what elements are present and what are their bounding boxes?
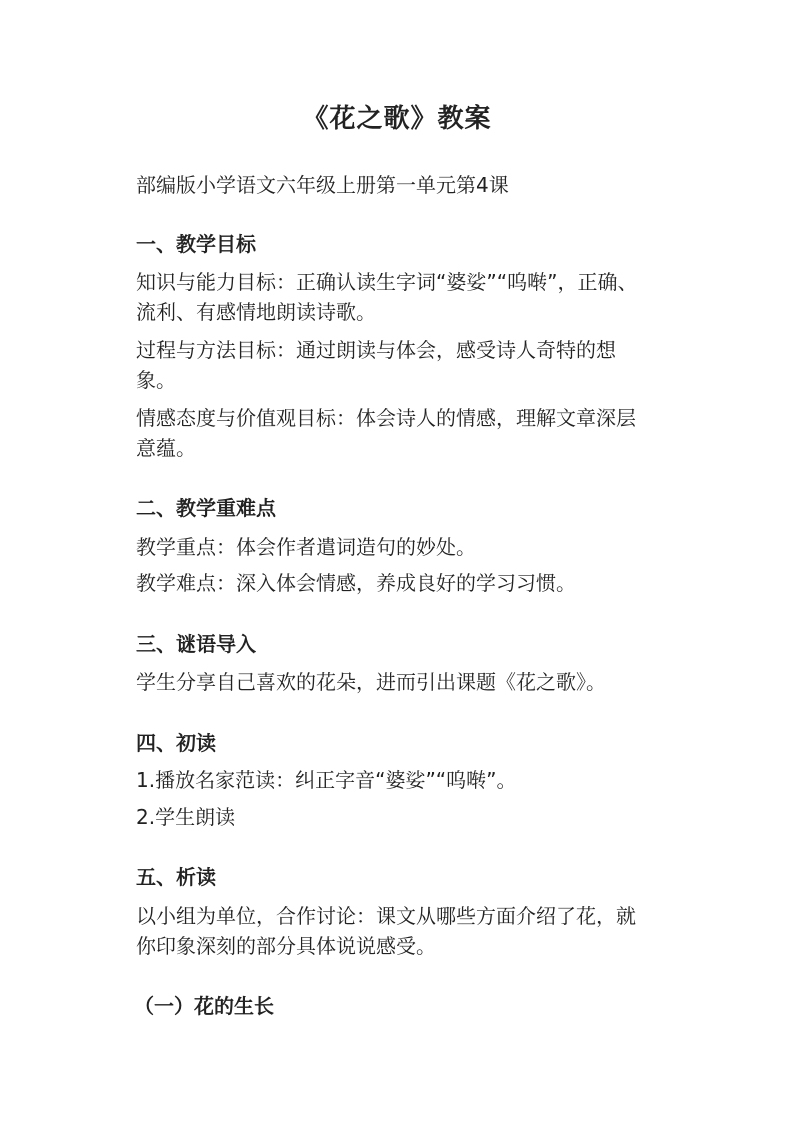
analysis-line: 以小组为单位，合作讨论：课文从哪些方面介绍了花，就	[136, 904, 636, 928]
objectives-line: 流利、有感情地朗读诗歌。	[136, 300, 376, 324]
document-title: 《花之歌》教案	[302, 104, 492, 134]
subsection-heading: （一）花的生长	[134, 994, 274, 1018]
key-points-line: 教学难点：深入体会情感，养成良好的学习习惯。	[136, 571, 576, 595]
section-heading-analysis: 五、析读	[136, 865, 216, 889]
riddle-intro-line: 学生分享自己喜欢的花朵，进而引出课题《花之歌》。	[136, 670, 606, 694]
section-heading-key-points: 二、教学重难点	[136, 496, 276, 520]
objectives-line: 过程与方法目标：通过朗读与体会，感受诗人奇特的想	[136, 338, 616, 362]
objectives-line: 知识与能力目标：正确认读生字词“婆娑”“呜啭”，正确、	[136, 270, 638, 294]
section-heading-objectives: 一、教学目标	[136, 232, 256, 256]
section-heading-first-reading: 四、初读	[136, 731, 216, 755]
key-points-line: 教学重点：体会作者遣词造句的妙处。	[136, 535, 476, 559]
objectives-line: 意蕴。	[136, 436, 196, 460]
objectives-line: 情感态度与价值观目标：体会诗人的情感，理解文章深层	[136, 406, 636, 430]
analysis-line: 你印象深刻的部分具体说说感受。	[136, 934, 436, 958]
lesson-subtitle: 部编版小学语文六年级上册第一单元第4课	[136, 173, 509, 197]
first-reading-line: 2.学生朗读	[136, 805, 236, 829]
first-reading-line: 1.播放名家范读：纠正字音“婆娑”“呜啭”。	[136, 768, 517, 792]
objectives-line: 象。	[136, 368, 176, 392]
section-heading-riddle-intro: 三、谜语导入	[136, 632, 256, 656]
